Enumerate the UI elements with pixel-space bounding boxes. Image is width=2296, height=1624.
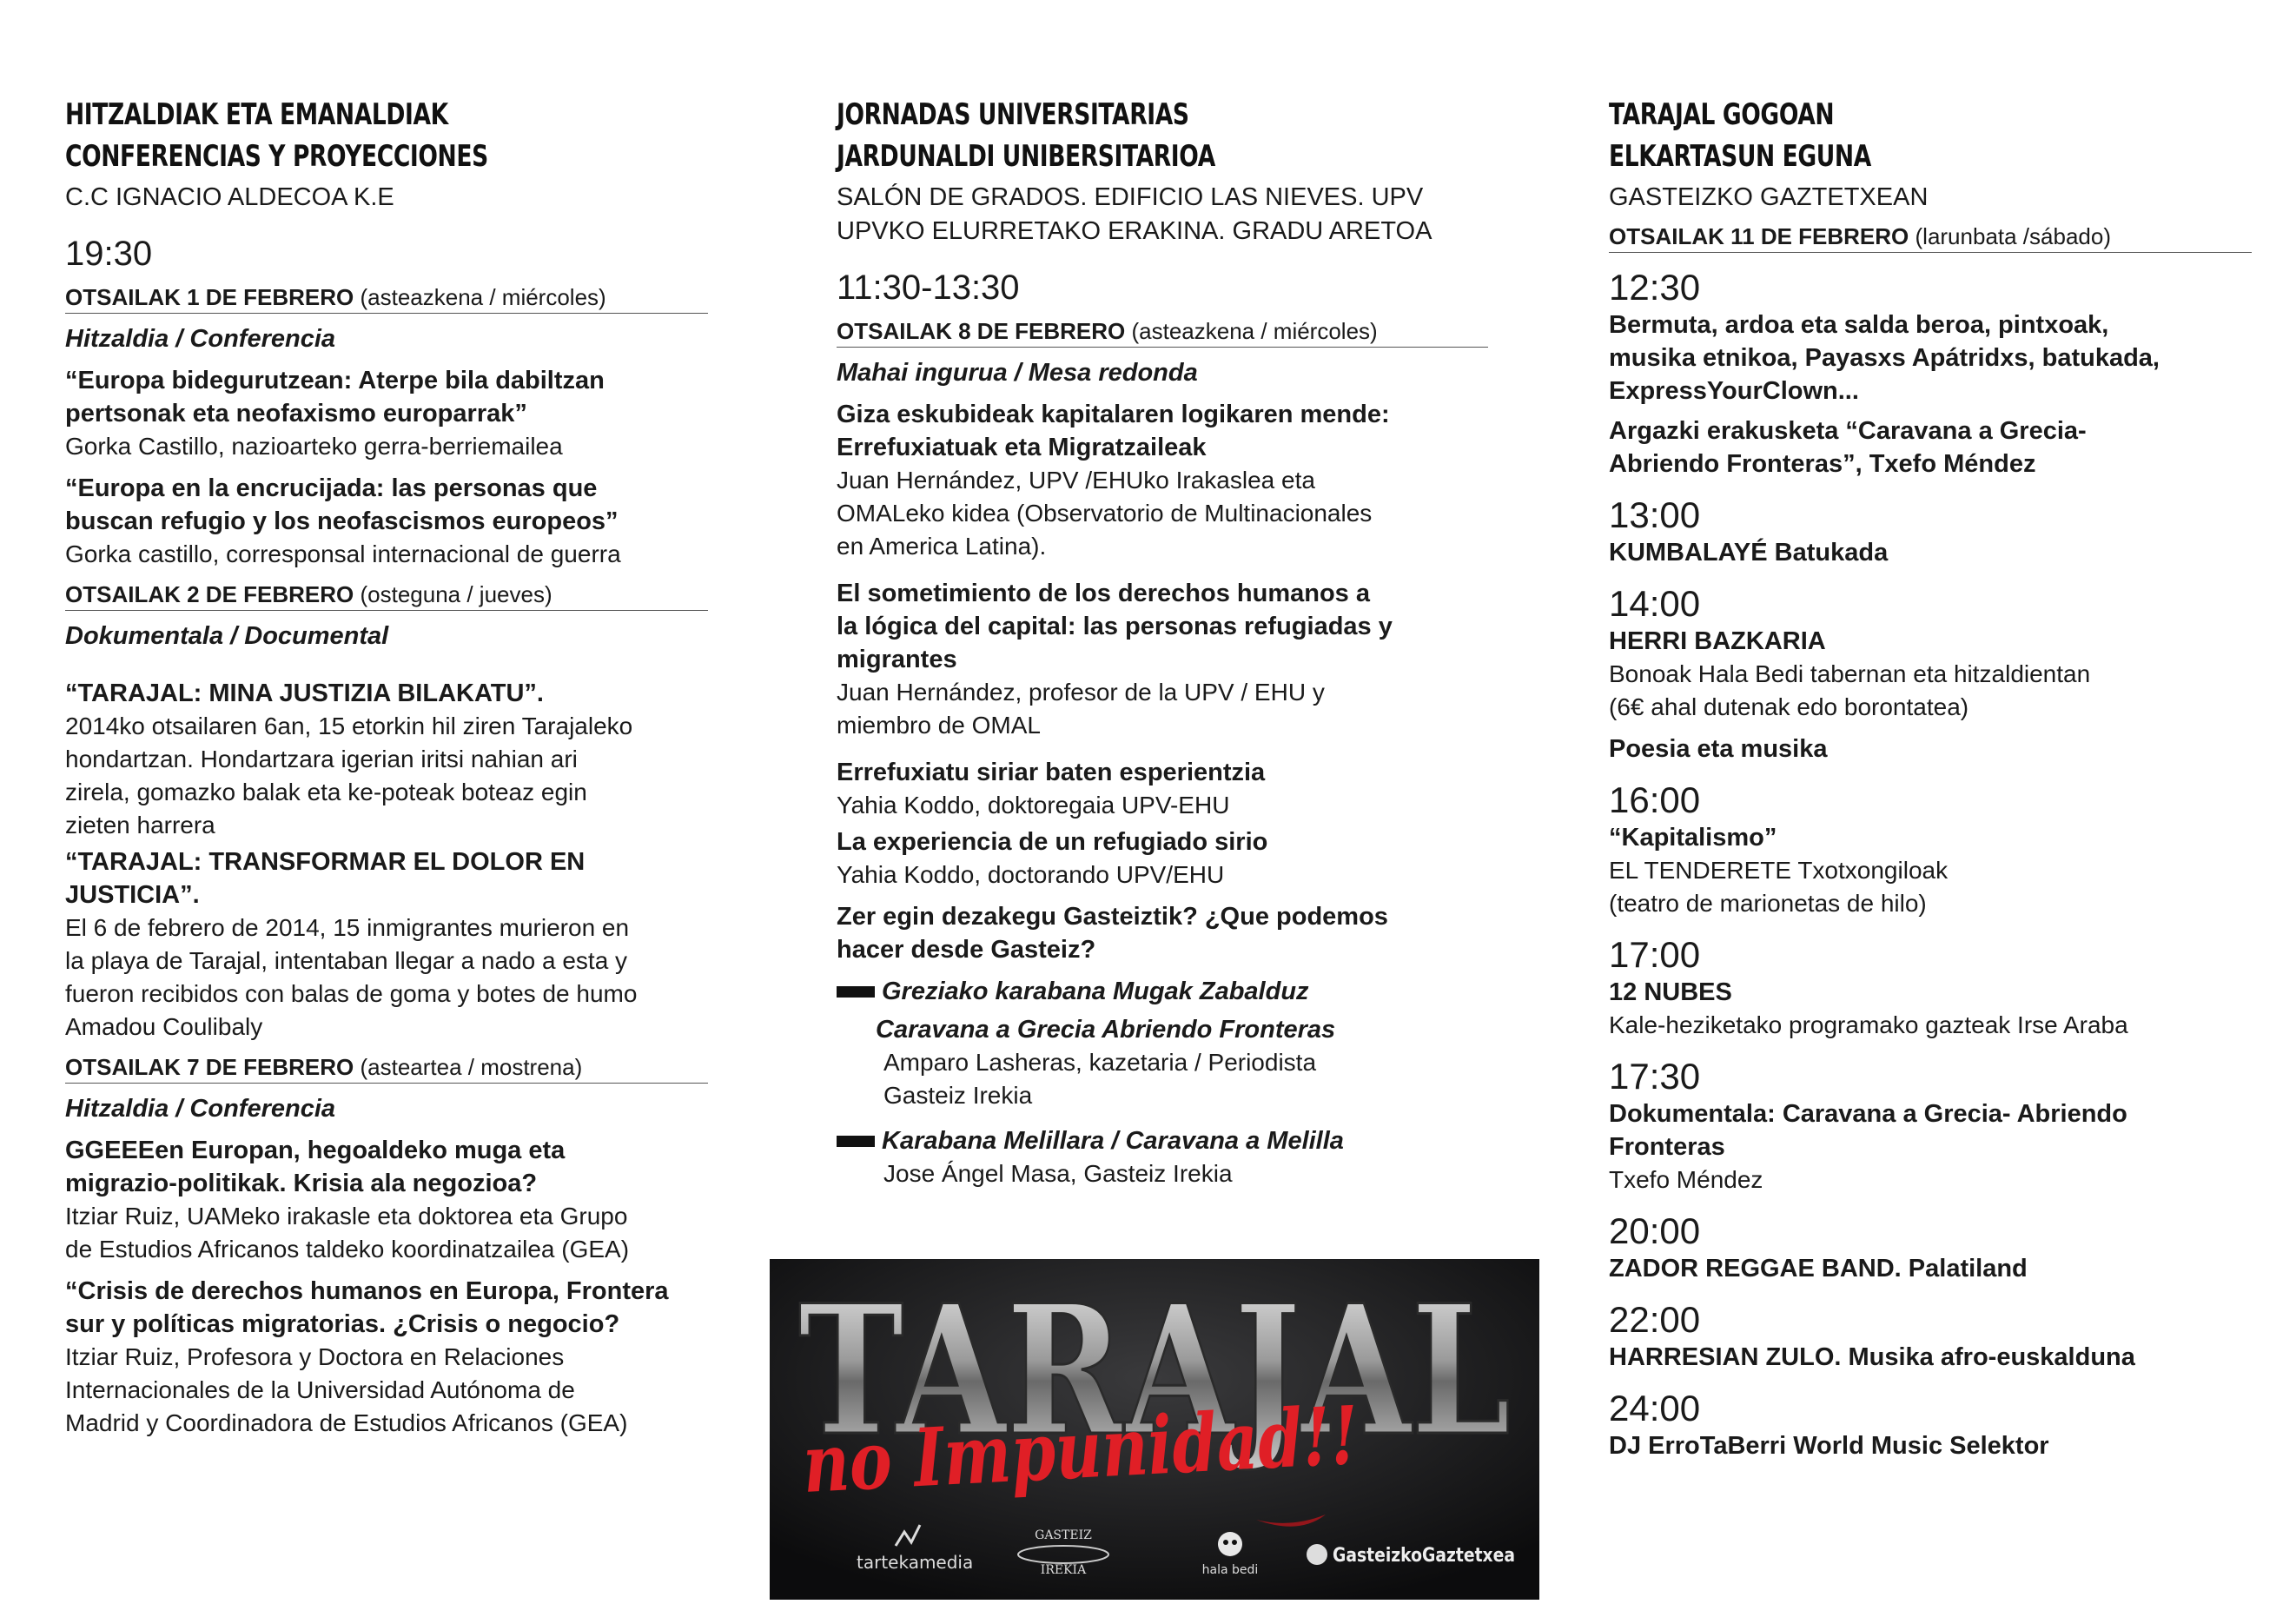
talk-title: La experiencia de un refugiado sirio bbox=[837, 828, 1268, 856]
talk-title: Giza eskubideak kapitalaren logikaren mende: Errefuxiatuak eta Migratzaileak bbox=[837, 401, 1390, 461]
talk-title: El sometimiento de los derechos humanos a la lógica del capital: las personas refugiadas y migrantes bbox=[837, 580, 1393, 673]
talk-title: GGEEEen Europan, hegoaldeko muga eta migrazio-politikak. Krisia ala negozioa? bbox=[65, 1137, 566, 1197]
schedule-item: Dokumentala: Caravana a Grecia- Abriendo Fronteras bbox=[1609, 1100, 2127, 1161]
schedule-time: 13:00 bbox=[1609, 494, 1701, 535]
event-time: 11:30-13:30 bbox=[837, 268, 1020, 307]
schedule-item: HARRESIAN ZULO. Musika afro-euskalduna bbox=[1609, 1343, 2135, 1371]
tarajal-poster bbox=[770, 1259, 1539, 1600]
film-title: “TARAJAL: TRANSFORMAR EL DOLOR EN JUSTICIA”. bbox=[65, 848, 586, 909]
talk-title: Zer egin dezakegu Gasteiztik? ¿Que podemos hacer desde Gasteiz? bbox=[837, 903, 1388, 964]
venue: SALÓN DE GRADOS. EDIFICIO LAS NIEVES. UPV UPVKO ELURRETAKO ERAKINA. GRADU ARETOA bbox=[837, 183, 1433, 245]
speaker: Juan Hernández, profesor de la UPV / EHU y miembro de OMAL bbox=[837, 679, 1325, 739]
talk-title: “Europa bidegurutzean: Aterpe bila dabiltzan pertsonak eta neofaxismo europarrak” bbox=[65, 367, 605, 428]
svg-text:IREKIA: IREKIA bbox=[1040, 1563, 1087, 1577]
venue: GASTEIZKO GAZTETXEAN bbox=[1609, 183, 1929, 211]
poster-slogan: no Impunidad!! bbox=[800, 1381, 1502, 1511]
speaker: Amparo Lasheras, kazetaria / Periodista Gasteiz Irekia bbox=[883, 1049, 1317, 1109]
schedule-item: “Kapitalismo” bbox=[1609, 824, 1777, 852]
column-university bbox=[837, 94, 1488, 1190]
section-title-1: JORNADAS UNIVERSITARIAS bbox=[837, 97, 1189, 132]
schedule-detail: Kale-heziketako programako gazteak Irse Araba bbox=[1609, 1011, 2128, 1038]
schedule-item: 12 NUBES bbox=[1609, 978, 1732, 1006]
talk-title: Errefuxiatu siriar baten esperientzia bbox=[837, 759, 1266, 786]
list-item-subtitle: Caravana a Grecia Abriendo Fronteras bbox=[876, 1016, 1336, 1044]
column-solidarity-day bbox=[1609, 94, 2252, 1462]
schedule-detail: Bonoak Hala Bedi tabernan eta hitzaldientan (6€ ahal dutenak edo borontatea) bbox=[1609, 660, 2091, 720]
venue: C.C IGNACIO ALDECOA K.E bbox=[65, 183, 394, 211]
schedule-time: 20:00 bbox=[1609, 1210, 1701, 1251]
svg-text:GasteizkoGaztetxea: GasteizkoGaztetxea bbox=[1333, 1545, 1515, 1567]
talk-title: “Europa en la encrucijada: las personas que buscan refugio y los neofascismos europeos” bbox=[65, 474, 619, 535]
speaker: Itziar Ruiz, Profesora y Doctora en Relaciones Internacionales de la Universidad Autónoma de Madrid y Coordinadora de Estudios Africanos (GEA) bbox=[65, 1343, 628, 1436]
talk-title: “Crisis de derechos humanos en Europa, Frontera sur y políticas migratorias. ¿Crisis o negocio? bbox=[65, 1277, 669, 1338]
section-title-1: TARAJAL GOGOAN bbox=[1609, 97, 1835, 132]
date-header: OTSAILAK 11 DE FEBRERO (larunbata /sábado) bbox=[1609, 222, 2252, 253]
speaker: Jose Ángel Masa, Gasteiz Irekia bbox=[883, 1160, 1233, 1187]
date-header: OTSAILAK 7 DE FEBRERO (asteartea / mostrena) bbox=[65, 1052, 708, 1084]
schedule-time: 16:00 bbox=[1609, 779, 1701, 820]
schedule-detail: EL TENDERETE Txotxongiloak (teatro de marionetas de hilo) bbox=[1609, 857, 1949, 917]
speaker: Gorka castillo, corresponsal internacional de guerra bbox=[65, 540, 621, 567]
section-title-2: ELKARTASUN EGUNA bbox=[1609, 139, 1871, 174]
speaker: Juan Hernández, UPV /EHUko Irakaslea eta OMALeko kidea (Observatorio de Multinacionales en America Latina). bbox=[837, 467, 1373, 560]
date-header: OTSAILAK 8 DE FEBRERO (asteazkena / miércoles) bbox=[837, 316, 1488, 348]
schedule-time: 17:00 bbox=[1609, 934, 1701, 975]
event-type: Mahai ingurua / Mesa redonda bbox=[837, 359, 1198, 387]
bullet-icon bbox=[837, 1136, 875, 1147]
section-title-2: JARDUNALDI UNIBERSITARIOA bbox=[837, 139, 1215, 174]
schedule-item: DJ ErroTaBerri World Music Selektor bbox=[1609, 1432, 2049, 1460]
schedule-time: 22:00 bbox=[1609, 1299, 1701, 1340]
bullet-icon bbox=[837, 986, 875, 998]
schedule-item: Argazki erakusketa “Caravana a Grecia- Abriendo Fronteras”, Txefo Méndez bbox=[1609, 417, 2087, 478]
schedule-item: Poesia eta musika bbox=[1609, 735, 1828, 763]
schedule-item: HERRI BAZKARIA bbox=[1609, 627, 1826, 655]
list-item: Greziako karabana Mugak Zabalduz bbox=[837, 975, 1488, 1008]
speaker: Itziar Ruiz, UAMeko irakasle eta doktorea eta Grupo de Estudios Africanos taldeko koordinatzailea (GEA) bbox=[65, 1203, 630, 1263]
schedule-time: 24:00 bbox=[1609, 1388, 1701, 1428]
column-conferences bbox=[65, 94, 708, 1440]
svg-text:hala bedi: hala bedi bbox=[1201, 1563, 1259, 1577]
svg-text:tartekamedia: tartekamedia bbox=[857, 1552, 974, 1573]
speaker: Yahia Koddo, doktoregaia UPV-EHU bbox=[837, 792, 1230, 819]
event-type: Hitzaldia / Conferencia bbox=[65, 1095, 336, 1123]
speaker: Yahia Koddo, doctorando UPV/EHU bbox=[837, 861, 1225, 888]
speaker: Gorka Castillo, nazioarteko gerra-berriemailea bbox=[65, 433, 563, 460]
schedule-item: Bermuta, ardoa eta salda beroa, pintxoak, musika etnikoa, Payasxs Apátridxs, batukada, ExpressYourClown... bbox=[1609, 311, 2160, 405]
schedule-item: ZADOR REGGAE BAND. Palatiland bbox=[1609, 1255, 2028, 1283]
film-description: 2014ko otsailaren 6an, 15 etorkin hil ziren Tarajaleko hondartzan. Hondartzara igerian iritsi nahian ari zirela, gomazko balak eta ke-poteak boteaz egin zieten harrera bbox=[65, 713, 633, 839]
section-title-1: HITZALDIAK ETA EMANALDIAK bbox=[65, 97, 448, 132]
date-header: OTSAILAK 2 DE FEBRERO (osteguna / jueves) bbox=[65, 580, 708, 611]
film-title: “TARAJAL: MINA JUSTIZIA BILAKATU”. bbox=[65, 679, 544, 707]
film-description: El 6 de febrero de 2014, 15 inmigrantes murieron en la playa de Tarajal, intentaban llegar a nado a esta y fueron recibidos con balas de goma y botes de humo Amadou Coulibaly bbox=[65, 914, 638, 1040]
event-type: Hitzaldia / Conferencia bbox=[65, 325, 336, 353]
section-title-2: CONFERENCIAS Y PROYECCIONES bbox=[65, 139, 488, 174]
schedule-time: 12:30 bbox=[1609, 267, 1701, 308]
schedule-time: 14:00 bbox=[1609, 583, 1701, 624]
event-time: 19:30 bbox=[65, 235, 153, 273]
event-type: Dokumentala / Documental bbox=[65, 622, 389, 650]
svg-text:GASTEIZ: GASTEIZ bbox=[1035, 1528, 1092, 1542]
logo-gaztetxea bbox=[1307, 1544, 1515, 1567]
schedule-detail: Txefo Méndez bbox=[1609, 1166, 1763, 1193]
date-header: OTSAILAK 1 DE FEBRERO (asteazkena / miércoles) bbox=[65, 282, 708, 314]
schedule-item: KUMBALAYÉ Batukada bbox=[1609, 539, 1889, 567]
list-item: Karabana Melillara / Caravana a Melilla bbox=[837, 1124, 1488, 1157]
schedule-time: 17:30 bbox=[1609, 1056, 1701, 1097]
poster-title: TARAJAL bbox=[798, 1267, 1511, 1475]
